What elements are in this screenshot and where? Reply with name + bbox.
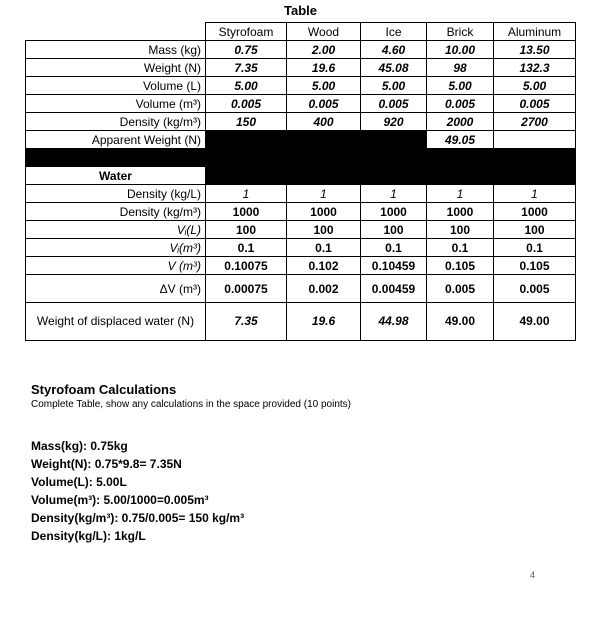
row-label: Density (kg/L) — [26, 185, 206, 203]
cell: 150 — [206, 113, 287, 131]
cell: 0.1 — [287, 239, 361, 257]
cell: 13.50 — [494, 41, 576, 59]
row-label: V (m³) — [26, 257, 206, 275]
col-aluminum: Aluminum — [494, 23, 576, 41]
row-label: ΔV (m³) — [26, 275, 206, 303]
cell: 1 — [494, 185, 576, 203]
cell: 10.00 — [427, 41, 494, 59]
blacked-out-cell — [206, 131, 287, 149]
cell: 0.002 — [287, 275, 361, 303]
cell: 4.60 — [361, 41, 427, 59]
table-row-v-m3 — [26, 257, 576, 275]
row-label: Weight of displaced water (N) — [26, 303, 206, 341]
cell: 0.1 — [361, 239, 427, 257]
cell: 2000 — [427, 113, 494, 131]
page-number: 4 — [530, 570, 536, 580]
cell: 2700 — [494, 113, 576, 131]
cell: 0.1 — [206, 239, 287, 257]
cell: 0.005 — [361, 95, 427, 113]
styrofoam-calculations-section — [31, 382, 351, 410]
cell: 5.00 — [494, 77, 576, 95]
cell: 0.005 — [427, 275, 494, 303]
row-label: Vᵢ(m³) — [26, 239, 206, 257]
col-styrofoam: Styrofoam — [206, 23, 287, 41]
cell: 1000 — [206, 203, 287, 221]
table-row-density — [26, 113, 576, 131]
table-row-vi-l — [26, 221, 576, 239]
cell: 1000 — [287, 203, 361, 221]
row-label: Mass (kg) — [26, 41, 206, 59]
header-row — [26, 23, 576, 41]
section-instructions: Complete Table, show any calculations in the space provided (10 points) — [31, 399, 351, 410]
cell: 0.10075 — [206, 257, 287, 275]
col-wood: Wood — [287, 23, 361, 41]
cell: 1000 — [427, 203, 494, 221]
cell: 400 — [287, 113, 361, 131]
calc-line-weight: Weight(N): 0.75*9.8= 7.35N — [31, 457, 182, 471]
cell: 19.6 — [287, 59, 361, 77]
cell: 100 — [206, 221, 287, 239]
calc-line-volume-l: Volume(L): 5.00L — [31, 475, 127, 489]
cell: 49.05 — [427, 131, 494, 149]
cell: 0.005 — [287, 95, 361, 113]
cell: 0.1 — [494, 239, 576, 257]
table-row-delta-v — [26, 275, 576, 303]
cell: 0.005 — [494, 275, 576, 303]
table-row-separator — [26, 149, 576, 167]
cell: 19.6 — [287, 303, 361, 341]
row-label: Apparent Weight (N) — [26, 131, 206, 149]
table-row-weight — [26, 59, 576, 77]
cell: 5.00 — [361, 77, 427, 95]
cell: 0.105 — [427, 257, 494, 275]
row-label: Weight (N) — [26, 59, 206, 77]
buoyancy-table — [25, 22, 576, 341]
cell: 7.35 — [206, 303, 287, 341]
cell: 98 — [427, 59, 494, 77]
header-blank — [26, 23, 206, 41]
row-label: Vᵢ(L) — [26, 221, 206, 239]
cell: 0.00459 — [361, 275, 427, 303]
cell: 49.00 — [494, 303, 576, 341]
cell: 45.08 — [361, 59, 427, 77]
cell: 5.00 — [427, 77, 494, 95]
cell: 1 — [427, 185, 494, 203]
calc-line-density-kgm3: Density(kg/m³): 0.75/0.005= 150 kg/m³ — [31, 511, 245, 525]
cell: 0.005 — [427, 95, 494, 113]
section-heading: Styrofoam Calculations — [31, 382, 177, 397]
calc-line-mass: Mass(kg): 0.75kg — [31, 439, 128, 453]
cell — [494, 131, 576, 149]
table-title: Table — [284, 3, 317, 18]
cell: 0.00075 — [206, 275, 287, 303]
row-label: Density (kg/m³) — [26, 203, 206, 221]
cell: 920 — [361, 113, 427, 131]
cell: 0.005 — [206, 95, 287, 113]
cell: 0.005 — [494, 95, 576, 113]
row-label: Density (kg/m³) — [26, 113, 206, 131]
table-row-water-density-kgm3 — [26, 203, 576, 221]
col-ice: Ice — [361, 23, 427, 41]
cell: 5.00 — [206, 77, 287, 95]
cell: 1 — [287, 185, 361, 203]
black-separator-bar — [26, 149, 576, 167]
cell: 2.00 — [287, 41, 361, 59]
row-label: Volume (L) — [26, 77, 206, 95]
cell: 1 — [361, 185, 427, 203]
calc-line-volume-m3: Volume(m³): 5.00/1000=0.005m³ — [31, 493, 209, 507]
row-label: Volume (m³) — [26, 95, 206, 113]
cell: 1 — [206, 185, 287, 203]
blacked-out-cell — [361, 131, 427, 149]
table-row-volume-l — [26, 77, 576, 95]
table-row-water-header — [26, 167, 576, 185]
cell: 100 — [427, 221, 494, 239]
table-row-vi-m3 — [26, 239, 576, 257]
cell: 0.75 — [206, 41, 287, 59]
cell: 0.10459 — [361, 257, 427, 275]
cell: 1000 — [361, 203, 427, 221]
water-section-header: Water — [26, 167, 206, 185]
table-row-water-density-kgl — [26, 185, 576, 203]
calculation-list — [31, 437, 244, 545]
cell: 49.00 — [427, 303, 494, 341]
calc-line-density-kgl: Density(kg/L): 1kg/L — [31, 529, 146, 543]
cell: 132.3 — [494, 59, 576, 77]
cell: 0.105 — [494, 257, 576, 275]
cell: 5.00 — [287, 77, 361, 95]
cell: 100 — [287, 221, 361, 239]
blacked-out-cell — [206, 167, 576, 185]
cell: 100 — [494, 221, 576, 239]
cell: 7.35 — [206, 59, 287, 77]
cell: 1000 — [494, 203, 576, 221]
cell: 0.102 — [287, 257, 361, 275]
table-row-volume-m3 — [26, 95, 576, 113]
table-row-mass — [26, 41, 576, 59]
cell: 0.1 — [427, 239, 494, 257]
cell: 100 — [361, 221, 427, 239]
blacked-out-cell — [287, 131, 361, 149]
cell: 44.98 — [361, 303, 427, 341]
table-row-apparent-weight — [26, 131, 576, 149]
col-brick: Brick — [427, 23, 494, 41]
table-row-displaced-water — [26, 303, 576, 341]
